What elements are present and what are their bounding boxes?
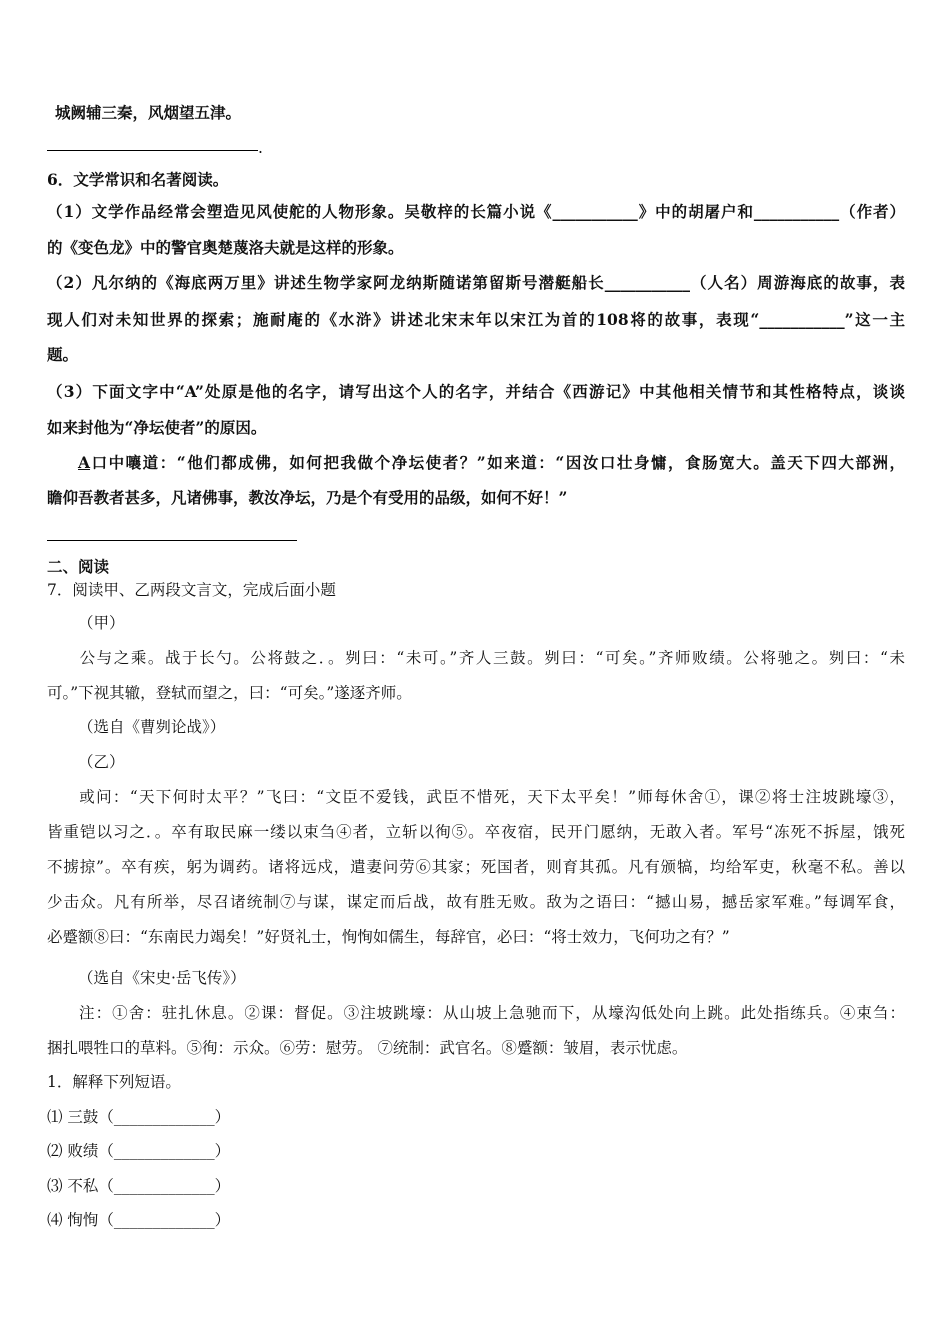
q6-p3-line1: （3）下面文字中“A”处原是他的名字，请写出这个人的名字，并结合《西游记》中其他相关情节和其性格特点，谈谈 xyxy=(47,382,905,401)
q6-answer-line[interactable] xyxy=(47,540,297,541)
item-baiji[interactable]: ⑵ 败绩（_____________） xyxy=(47,1142,231,1160)
poem-line: 城阙辅三秦，风烟望五津。 xyxy=(55,103,242,122)
yi-line1-text: 或问：“天下何时太平？”飞曰：“文臣不爱钱，武臣不惜死，天下太平矣！”师每休舍①，课②将士注坡跳壕③， xyxy=(78,788,905,806)
jia-line1 xyxy=(47,648,905,668)
yi-source: （选自《宋史·岳飞传》） xyxy=(78,969,246,987)
notes-line2: 捆扎喂牲口的草料。⑤徇：示众。⑥劳：慰劳。 ⑦统制：武官名。⑧蹙额：皱眉，表示忧虑。 xyxy=(47,1039,688,1057)
answer-end-period: . xyxy=(258,139,263,157)
item-busi[interactable]: ⑶ 不私（_____________） xyxy=(47,1177,231,1195)
yi-line5: 必蹙额⑧曰：“东南民力竭矣！”好贤礼士，恂恂如儒生，每辞官，必曰：“将士效力，飞何功之有？” xyxy=(47,928,730,946)
yi-line3: 不掳掠”。卒有疾，躬为调药。诸将远戍，遣妻问劳⑥其家；死国者，则育其孤。凡有颁犒，均给军吏，秋毫不私。善以 xyxy=(47,858,905,876)
item-xunxun[interactable]: ⑷ 恂恂（_____________） xyxy=(47,1211,231,1229)
yi-label: （乙） xyxy=(78,753,125,771)
quote-line1-text: 口中嚷道：“他们都成佛，如何把我做个净坛使者？”如来道：“因汝口壮身慵，食肠宽大。盖天下四大部洲， xyxy=(90,453,905,472)
yi-line1 xyxy=(47,787,905,807)
sub1-title: 1．解释下列短语。 xyxy=(47,1073,181,1091)
q7-title: 7．阅读甲、乙两段文言文，完成后面小题 xyxy=(47,581,336,599)
q6-p2-line1: （2）凡尔纳的《海底两万里》讲述生物学家阿龙纳斯随诺第留斯号潜艇船长___________（人名）周游海底的故事，表 xyxy=(47,273,905,292)
jia-line1-text: 公与之乘。战于长勺。公将鼓之．。刿曰：“未可。”齐人三鼓。刿曰：“可矣。”齐师败绩。公将驰之。刿曰：“未 xyxy=(78,649,905,667)
jia-label: （甲） xyxy=(78,614,125,632)
item-sangu[interactable]: ⑴ 三鼓（_____________） xyxy=(47,1108,231,1126)
notes-line1 xyxy=(47,1003,905,1023)
section2-title: 二、阅读 xyxy=(47,557,110,576)
q6-p2-line3: 题。 xyxy=(47,345,79,364)
yi-line2: 皆重铠以习之．。卒有取民麻一缕以束刍④者，立斩以徇⑤。卒夜宿，民开门愿纳，无敢入者。军号“冻死不拆屋，饿死 xyxy=(47,823,905,841)
quote-placeholder-a: A xyxy=(78,453,91,472)
notes-line1-text: 注：①舍：驻扎休息。②课：督促。③注坡跳壕：从山坡上急驰而下，从壕沟低处向上跳。此处指练兵。④束刍： xyxy=(78,1004,905,1022)
q6-p2-line2: 现人们对未知世界的探索；施耐庵的《水浒》讲述北宋末年以宋江为首的108将的故事，表现“___________”这一主 xyxy=(47,310,905,329)
quote-line1 xyxy=(78,453,905,473)
jia-source: （选自《曹刿论战》） xyxy=(78,718,226,736)
q6-p3-line2: 如来封他为“净坛使者”的原因。 xyxy=(47,418,267,437)
yi-line4: 少击众。凡有所举，尽召诸统制⑦与谋，谋定而后战，故有胜无败。敌为之语曰：“撼山易，撼岳家军难。”每调军食， xyxy=(47,893,905,911)
q6-p1-line1: （1）文学作品经常会塑造见风使舵的人物形象。吴敬梓的长篇小说《___________》中的胡屠户和___________（作者） xyxy=(47,202,905,221)
q6-p1-line2: 的《变色龙》中的警官奥楚蔑洛夫就是这样的形象。 xyxy=(47,238,404,257)
q6-title: 6．文学常识和名著阅读。 xyxy=(47,170,229,189)
quote-line2: 瞻仰吾教者甚多，凡诸佛事，教汝净坛，乃是个有受用的品级，如何不好！” xyxy=(47,488,568,507)
jia-line2: 可。”下视其辙，登轼而望之，曰：“可矣。”遂逐齐师。 xyxy=(47,684,412,702)
answer-blank-line[interactable] xyxy=(47,150,258,151)
